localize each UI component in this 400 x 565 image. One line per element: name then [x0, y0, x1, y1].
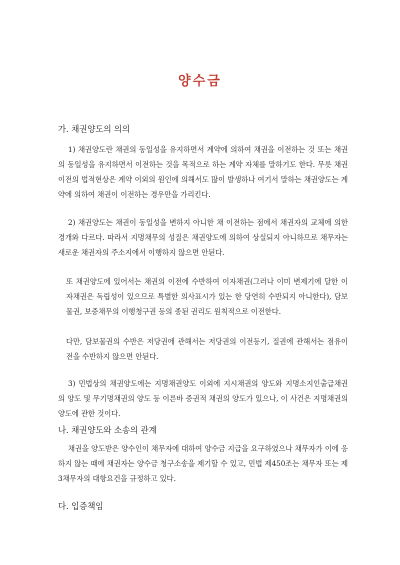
paragraph-ga-2: 2) 채권양도는 채권이 동일성을 변하지 아니한 채 이전하는 점에서 채권자의 교체에 의한 경개와 다르다. 따라서 지명채무의 성질은 채권양도에 의하여 상실되지 아니하므로 채무자는 새로운 채권자의 주소지에서 이행하지 않으면 안된다.	[58, 218, 348, 257]
document-title: 양수금	[178, 74, 222, 89]
paragraph-ga-1: 1) 채권양도란 채권의 동일성을 유지하면서 계약에 의하여 채권을 이전하는 것 또는 채권의 동일성을 유지하면서 이전하는 것을 목적으로 하는 계약 자체를 말하기도 한다. 무릇 채권이전의 법적현상은 계약 이외의 원인에 의해서도 많이 발생하나 여기서 말하는 채권양도는 계약에 의하여 채권이 이전하는 경우만을 가리킨다.	[58, 145, 348, 199]
paragraph-ga-2a: 또 채권양도에 있어서는 채권의 이전에 수반하여 이자채권(그러나 이미 변제기에 달한 이자채권은 독립성이 있으므로 특별한 의사표시가 있는 한 당연히 수반되지 아니한다), 담보물권, 보증채무의 이행청구권 등의 종된 권리도 원칙적으로 이전한다.	[66, 277, 348, 316]
section-heading-da: 다. 입증책임	[58, 501, 104, 511]
paragraph-ga-2b: 다만, 담보물권의 수반은 저당권에 관해서는 저당권의 이전등기, 질권에 관해서는 점유이전을 수반하지 않으면 안된다.	[66, 337, 348, 361]
paragraph-ga-3: 3) 민법상의 채권양도에는 지명채권양도 이외에 지시채권의 양도와 지명소지인출급채권의 양도 및 무기명채권의 양도 등 이른바 증권적 채권의 양도가 있으나, 이 사건은 지명채권의 양도에 관한 것이다.	[58, 379, 348, 418]
section-heading-na: 나. 채권양도와 소송의 관계	[58, 425, 157, 435]
paragraph-na-1: 채권을 양도받은 양수인이 채무자에 대하여 양수금 지급을 요구하였으나 채무자가 이에 응하지 않는 때에 채권자는 양수금 청구소송을 제기할 수 있고, 민법 제450조는 채무자 또는 제3채무자의 대항요건을 규정하고 있다.	[58, 444, 348, 483]
section-heading-ga: 가. 채권양도의 의의	[58, 124, 131, 134]
